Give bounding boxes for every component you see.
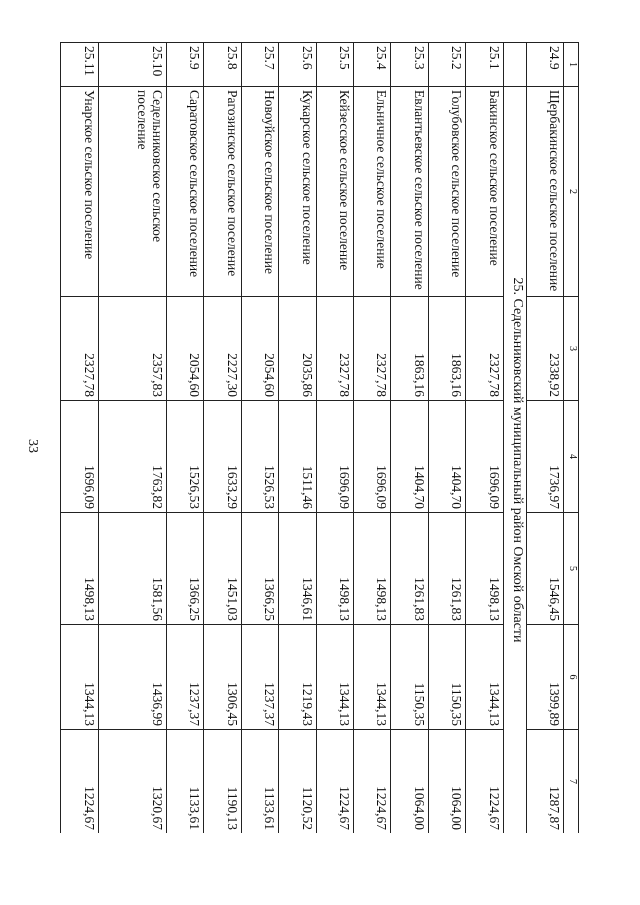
value-cell: 1120,52 [279,730,316,834]
value-cell: 1344,13 [61,625,99,730]
value-cell: 2035,86 [279,297,316,401]
section-row [503,43,526,834]
col-header: 4 [564,401,579,513]
value-cell: 2338,92 [526,297,563,401]
value-cell: 1863,16 [428,297,465,401]
row-number: 25.3 [391,43,428,87]
value-cell: 2054,60 [167,297,204,401]
row-number: 25.1 [466,43,503,87]
row-number: 25.11 [61,43,99,87]
value-cell: 2357,83 [98,297,167,401]
value-cell: 1526,53 [167,401,204,513]
tariff-table [60,42,579,833]
value-cell: 1306,45 [204,625,241,730]
value-cell: 1287,87 [526,730,563,834]
value-cell: 2054,60 [241,297,278,401]
table-row [167,43,204,834]
col-header: 2 [564,87,579,297]
section-title: 25. Седельниковский муниципальный район Омской области [503,87,526,834]
value-cell: 1696,09 [466,401,503,513]
value-cell: 1498,13 [354,513,391,625]
value-cell: 2327,78 [466,297,503,401]
value-cell: 1399,89 [526,625,563,730]
value-cell: 1696,09 [354,401,391,513]
settlement-name: Ельничное сельское поселение [354,87,391,297]
value-cell: 2327,78 [354,297,391,401]
row-number: 25.2 [428,43,465,87]
col-header: 1 [564,43,579,87]
value-cell: 1224,67 [466,730,503,834]
value-cell: 1320,67 [98,730,167,834]
row-number: 25.8 [204,43,241,87]
settlement-name: Новоуйское сельское поселение [241,87,278,297]
value-cell: 1511,46 [279,401,316,513]
table-row [279,43,316,834]
col-header: 7 [564,730,579,834]
value-cell: 1498,13 [61,513,99,625]
table-row [316,43,353,834]
value-cell: 1150,35 [391,625,428,730]
table-row [391,43,428,834]
value-cell: 1133,61 [167,730,204,834]
value-cell: 1344,13 [466,625,503,730]
table-row [526,43,563,834]
value-cell: 1581,56 [98,513,167,625]
row-number: 25.4 [354,43,391,87]
settlement-name: Рагозинское сельское поселение [204,87,241,297]
row-number: 25.9 [167,43,204,87]
value-cell: 1404,70 [391,401,428,513]
value-cell: 1219,43 [279,625,316,730]
table-row [428,43,465,834]
row-number: 25.10 [98,43,167,87]
column-number-row [564,43,579,834]
value-cell: 1366,25 [167,513,204,625]
value-cell: 1237,37 [167,625,204,730]
value-cell: 1237,37 [241,625,278,730]
page-number: 33 [25,439,40,453]
value-cell: 1736,97 [526,401,563,513]
row-number: 24.9 [526,43,563,87]
value-cell: 1064,00 [391,730,428,834]
col-header: 6 [564,625,579,730]
value-cell: 1451,03 [204,513,241,625]
value-cell: 1224,67 [354,730,391,834]
settlement-name: Унарское сельское поселение [61,87,99,297]
table-row [354,43,391,834]
value-cell: 1498,13 [316,513,353,625]
value-cell: 1633,29 [204,401,241,513]
value-cell: 1346,61 [279,513,316,625]
table-row [241,43,278,834]
row-number: 25.5 [316,43,353,87]
settlement-name: Кейзесское сельское поселение [316,87,353,297]
settlement-name: Бакинское сельское поселение [466,87,503,297]
table-row [204,43,241,834]
row-number: 25.7 [241,43,278,87]
value-cell: 2227,30 [204,297,241,401]
col-header: 3 [564,297,579,401]
value-cell: 1064,00 [428,730,465,834]
value-cell: 1526,53 [241,401,278,513]
value-cell: 1133,61 [241,730,278,834]
value-cell: 1150,35 [428,625,465,730]
value-cell: 1344,13 [316,625,353,730]
value-cell: 1261,83 [391,513,428,625]
value-cell: 1261,83 [428,513,465,625]
settlement-name: Евлантьевское сельское поселение [391,87,428,297]
settlement-name: Кукарское сельское поселение [279,87,316,297]
section-spacer [503,43,526,87]
value-cell: 1190,13 [204,730,241,834]
col-header: 5 [564,513,579,625]
value-cell: 1224,67 [61,730,99,834]
row-number: 25.6 [279,43,316,87]
settlement-name: Голубовское сельское поселение [428,87,465,297]
value-cell: 1404,70 [428,401,465,513]
value-cell: 1344,13 [354,625,391,730]
value-cell: 1366,25 [241,513,278,625]
value-cell: 1436,99 [98,625,167,730]
value-cell: 1763,82 [98,401,167,513]
value-cell: 1696,09 [61,401,99,513]
value-cell: 2327,78 [316,297,353,401]
value-cell: 1498,13 [466,513,503,625]
settlement-name: Седельниковское сельское поселение [98,87,167,297]
value-cell: 1546,45 [526,513,563,625]
value-cell: 2327,78 [61,297,99,401]
value-cell: 1696,09 [316,401,353,513]
value-cell: 1863,16 [391,297,428,401]
table-container [60,42,579,833]
value-cell: 1224,67 [316,730,353,834]
table-row [98,43,167,834]
table-row [466,43,503,834]
settlement-name: Щербакинское сельское поселение [526,87,563,297]
settlement-name: Саратовское сельское поселение [167,87,204,297]
table-row [61,43,99,834]
